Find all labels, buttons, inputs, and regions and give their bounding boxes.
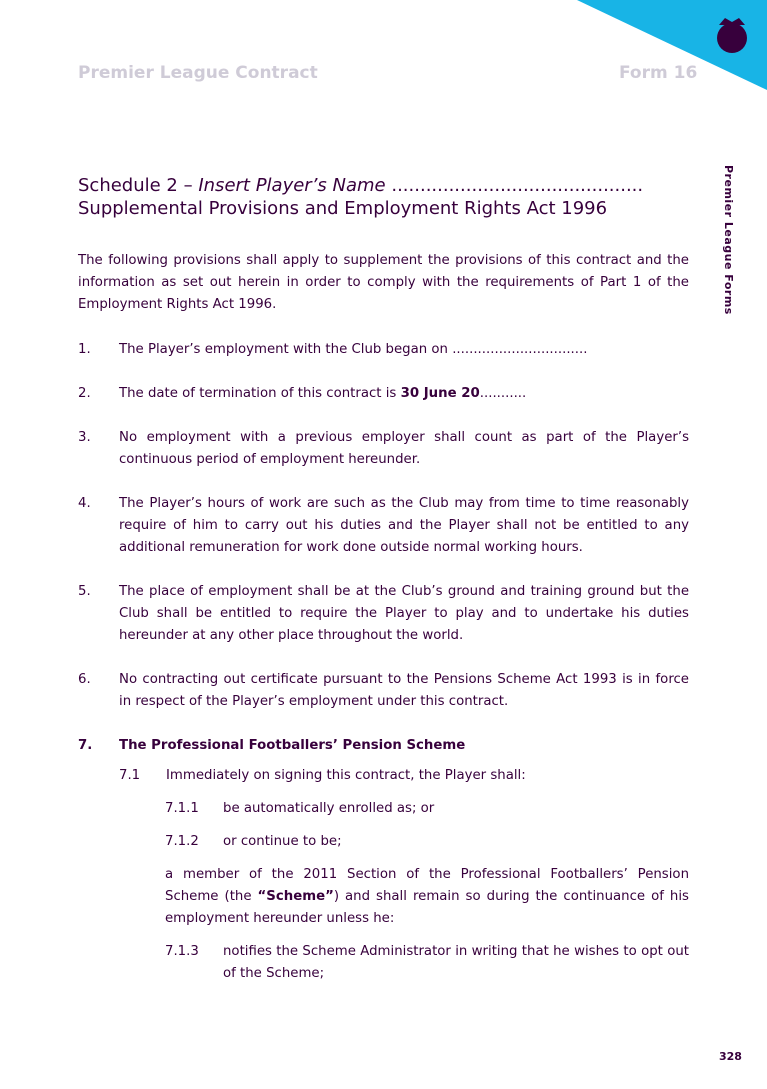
header-form-number: Form 16 — [619, 63, 698, 83]
clause-number: 7.1.3 — [165, 944, 199, 959]
clause-5 — [78, 581, 689, 647]
clause-7-heading — [78, 735, 689, 757]
clause-7-1 — [78, 765, 689, 787]
clause-7-1-2 — [78, 831, 689, 853]
clause-number: 3. — [78, 430, 91, 445]
clause-text: The Professional Footballers’ Pension Scheme — [119, 738, 466, 753]
clause-number: 1. — [78, 342, 91, 357]
page-number: 328 — [719, 1050, 742, 1063]
clause-text: or continue to be; — [223, 834, 342, 849]
corner-decoration — [567, 0, 767, 100]
clause-text: No contracting out certificate pursuant to the Pensions Scheme Act 1993 is in force in respect of the Player’s employment under this contract. — [119, 672, 689, 709]
side-label: Premier League Forms — [722, 165, 735, 315]
clause-number: 7. — [78, 738, 93, 753]
termination-date: 30 June 20 — [400, 386, 480, 401]
intro-paragraph: The following provisions shall apply to supplement the provisions of this contract and the information as set out herein in order to comply with the requirements of Part 1 of the Employment Rights Act 1996. — [78, 253, 689, 312]
schedule-title — [78, 174, 698, 220]
clause-7-1-3 — [78, 941, 689, 985]
clause-number: 7.1.1 — [165, 801, 199, 816]
clause-3 — [78, 427, 689, 471]
clause-number: 4. — [78, 496, 91, 511]
scheme-term: “Scheme” — [257, 889, 334, 904]
title-line-1: Schedule 2 – Insert Player’s Name ............................................ — [78, 175, 644, 196]
clause-text: be automatically enrolled as; or — [223, 801, 435, 816]
clause-text: Immediately on signing this contract, the Player shall: — [166, 768, 526, 783]
clause-6 — [78, 669, 689, 713]
clause-text: The place of employment shall be at the Club’s ground and training ground but the Club shall be entitled to require the Player to play and to undertake his duties hereunder at any other place throughout the world. — [119, 584, 689, 643]
clause-1 — [78, 339, 689, 361]
clause-text: The Player’s employment with the Club began on ................................ — [119, 342, 588, 357]
clause-7-1-1 — [78, 798, 689, 820]
clause-number: 2. — [78, 386, 91, 401]
clause-text: The Player’s hours of work are such as the Club may from time to time reasonably require of him to carry out his duties and the Player shall not be entitled to any additional remuneration for work done outside normal working hours. — [119, 496, 689, 555]
membership-paragraph: a member of the 2011 Section of the Professional Footballers’ Pension Scheme (the “Scheme”) and shall remain so during the continuance of his employment hereunder unless he: — [165, 867, 689, 926]
clause-number: 5. — [78, 584, 91, 599]
clause-text: No employment with a previous employer shall count as part of the Player’s continuous period of employment hereunder. — [119, 430, 689, 467]
lion-crest-icon — [717, 18, 747, 53]
clause-text: notifies the Scheme Administrator in writing that he wishes to opt out of the Scheme; — [223, 944, 689, 981]
clause-2: 2. The date of termination of this contract is 30 June 20........... — [78, 383, 689, 405]
clause-4 — [78, 493, 689, 559]
title-line-2: Supplemental Provisions and Employment Rights Act 1996 — [78, 198, 608, 219]
document-body — [78, 250, 689, 985]
clause-number: 7.1 — [119, 768, 141, 783]
clause-number: 7.1.2 — [165, 834, 199, 849]
header-title: Premier League Contract — [78, 63, 318, 83]
clause-number: 6. — [78, 672, 91, 687]
